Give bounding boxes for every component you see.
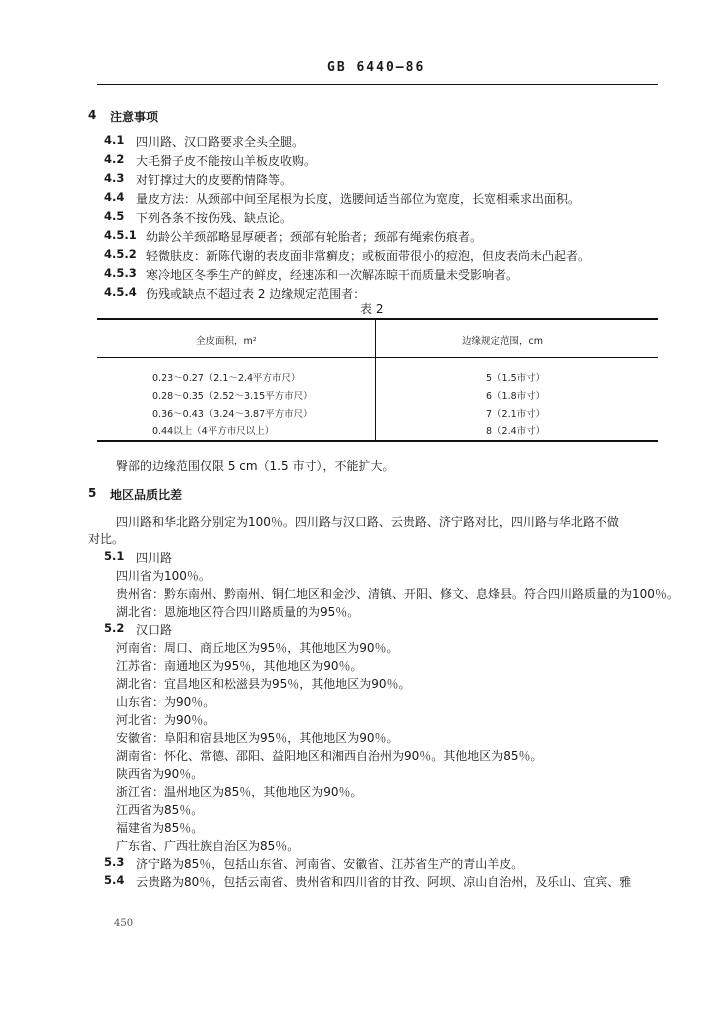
section-5-title: 地区品质比差 — [110, 488, 183, 502]
page-number: 450 — [114, 918, 134, 929]
section-4-number: 4 — [88, 108, 97, 122]
table-note: 臀部的边缘范围仅限 5 cm（1.5 市寸），不能扩大。 — [116, 459, 395, 473]
item-text-4-5-3: 寒冷地区冬季生产的鲜皮，经速冻和一次解冻晾干而质量未受影响者。 — [146, 268, 519, 282]
s52-line: 河南省：周口、商丘地区为95％，其他地区为90％。 — [116, 641, 399, 655]
s52-line: 广东省、广西壮族自治区为85％。 — [116, 839, 300, 853]
item-no-4-5-4: 4.5.4 — [104, 285, 137, 299]
item-text-4-4: 量皮方法：从颈部中间至尾根为长度，选腰间适当部位为宽度，长宽相乘求出面积。 — [136, 192, 581, 206]
subsection-5-1-number: 5.1 — [104, 549, 125, 563]
table-caption: 表 2 — [360, 302, 384, 316]
table-cell-area-3: 0.36～0.43（3.24～3.87平方市尺） — [152, 409, 313, 420]
s52-line: 湖南省：怀化、常德、邵阳、益阳地区和湘西自治州为90％。其他地区为85％。 — [116, 749, 543, 763]
item-no-4-1: 4.1 — [104, 133, 125, 147]
table-header-margin: 边缘规定范围，cm — [462, 336, 543, 347]
table-cell-margin-3: 7（2.1市寸） — [486, 409, 546, 420]
s52-line: 河北省：为90％。 — [116, 713, 216, 727]
subsection-5-3-number: 5.3 — [104, 855, 125, 869]
item-text-4-5-4: 伤残或缺点不超过表 2 边缘规定范围者： — [146, 287, 366, 301]
section-5-intro-line-1: 四川路和华北路分别定为100％。四川路与汉口路、云贵路、济宁路对比，四川路与华北路不做 — [116, 515, 619, 529]
item-text-4-3: 对钉撑过大的皮要酌情降等。 — [136, 173, 293, 187]
table-cell-area-2: 0.28～0.35（2.52～3.15平方市尺） — [152, 391, 313, 402]
item-no-4-5-3: 4.5.3 — [104, 266, 137, 280]
standard-code-header: GB 6440—86 — [327, 60, 426, 75]
s52-line: 浙江省：温州地区为85％，其他地区为90％。 — [116, 785, 363, 799]
item-text-4-2: 大毛猾子皮不能按山羊板皮收购。 — [136, 154, 317, 168]
subsection-5-3-text: 济宁路为85％，包括山东省、河南省、安徽省、江苏省生产的青山羊皮。 — [136, 857, 524, 871]
item-text-4-1: 四川路、汉口路要求全头全腿。 — [136, 135, 305, 149]
item-text-4-5-2: 轻微肤皮：新陈代谢的表皮面非常癣皮；或板面带很小的痘泡，但皮表尚未凸起者。 — [146, 249, 591, 263]
item-no-4-5-1: 4.5.1 — [104, 228, 137, 242]
item-text-4-5-1: 幼龄公羊颈部略显厚硬者；颈部有轮胎者；颈部有绳索伤痕者。 — [146, 230, 483, 244]
table-header-area: 全皮面积，m² — [196, 336, 257, 347]
table-top-rule — [97, 318, 658, 320]
table-column-divider — [375, 318, 376, 440]
section-4-title: 注意事项 — [110, 110, 159, 124]
section-5-number: 5 — [88, 486, 97, 500]
item-no-4-5-2: 4.5.2 — [104, 247, 137, 261]
table-cell-area-4: 0.44以上（4平方市尺以上） — [152, 426, 275, 437]
item-no-4-4: 4.4 — [104, 190, 125, 204]
table-bottom-rule — [97, 440, 658, 442]
subsection-5-2-title: 汉口路 — [136, 623, 173, 637]
table-cell-margin-2: 6（1.8市寸） — [486, 391, 546, 402]
s52-line: 陕西省为90％。 — [116, 767, 204, 781]
item-no-4-2: 4.2 — [104, 152, 125, 166]
s51-line: 四川省为100％。 — [116, 569, 211, 583]
s51-line: 湖北省：恩施地区符合四川路质量的为95％。 — [116, 605, 360, 619]
s52-line: 湖北省：宜昌地区和松滋县为95％，其他地区为90％。 — [116, 677, 411, 691]
table-cell-area-1: 0.23～0.27（2.1～2.4平方市尺） — [152, 373, 301, 384]
item-text-4-5: 下列各条不按伤残、缺点论。 — [136, 211, 293, 225]
section-5-intro-line-2: 对比。 — [88, 532, 125, 546]
s52-line: 福建省为85％。 — [116, 821, 204, 835]
s51-line: 贵州省：黔东南州、黔南州、铜仁地区和金沙、清镇、开阳、修文、息烽县。符合四川路质量的为100％。 — [116, 587, 679, 601]
table-cell-margin-1: 5（1.5市寸） — [486, 373, 546, 384]
subsection-5-4-number: 5.4 — [104, 873, 125, 887]
s52-line: 山东省：为90％。 — [116, 695, 216, 709]
s52-line: 江苏省：南通地区为95％，其他地区为90％。 — [116, 659, 363, 673]
item-no-4-3: 4.3 — [104, 171, 125, 185]
table-cell-margin-4: 8（2.4市寸） — [486, 426, 546, 437]
subsection-5-2-number: 5.2 — [104, 621, 125, 635]
subsection-5-4-text: 云贵路为80％，包括云南省、贵州省和四川省的甘孜、阿坝、凉山自治州，及乐山、宜宾、雅 — [136, 875, 632, 889]
item-no-4-5: 4.5 — [104, 209, 125, 223]
s52-line: 江西省为85％。 — [116, 803, 204, 817]
table-header-rule — [97, 357, 658, 358]
s52-line: 安徽省：阜阳和宿县地区为95％，其他地区为90％。 — [116, 731, 399, 745]
subsection-5-1-title: 四川路 — [136, 551, 173, 565]
header-rule — [97, 84, 658, 85]
